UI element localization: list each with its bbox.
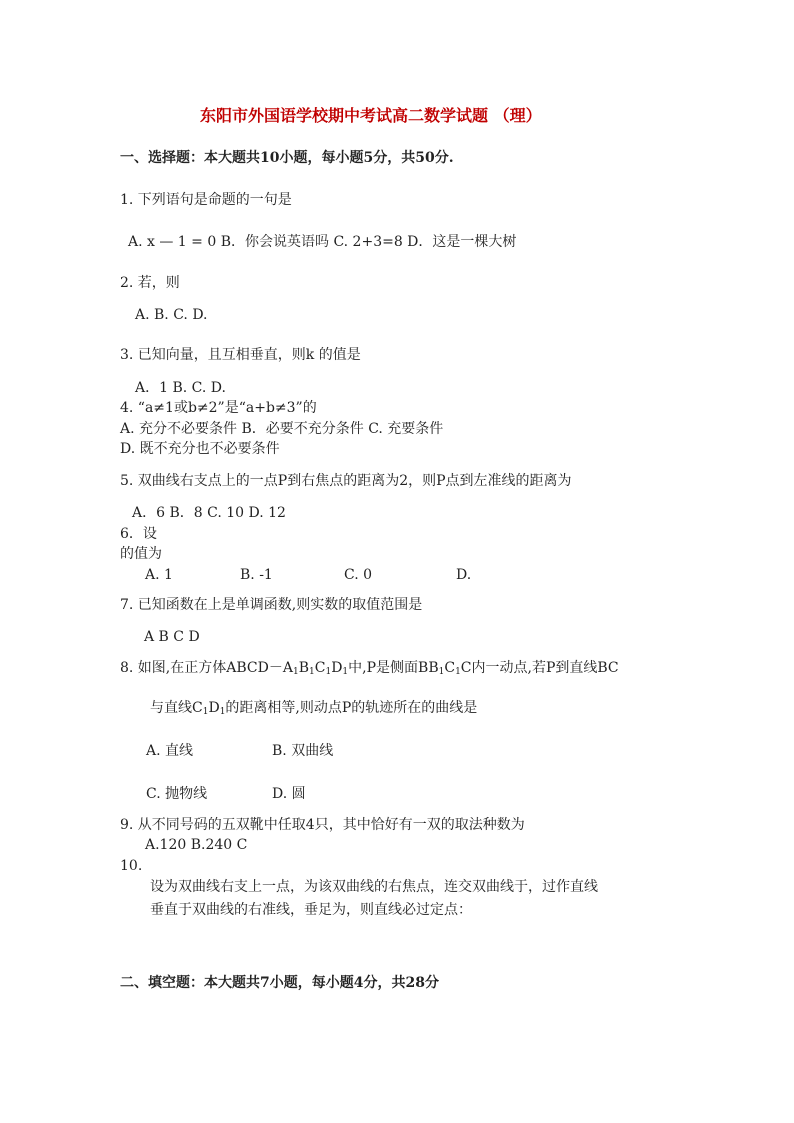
q6-stem: 6．设: [120, 526, 157, 542]
q4-options-line2: D. 既不充分也不必要条件: [120, 441, 280, 457]
q6-option-d: D.: [456, 567, 472, 583]
q8-stem-part: D: [331, 660, 343, 676]
q7-stem: 7. 已知函数在上是单调函数,则实数的取值范围是: [120, 597, 423, 613]
q8-line2-part: 的距离相等,则动点P的轨迹所在的曲线是: [225, 700, 478, 716]
subscript: 1: [342, 667, 349, 677]
q5-stem: 5. 双曲线右支点上的一点P到右焦点的距离为2，则P点到左准线的距离为: [120, 473, 572, 489]
q8-stem-part: C: [314, 660, 326, 676]
q8-option-a: A. 直线: [146, 743, 194, 759]
q4-stem: 4. “a≠1或b≠2”是“a+b≠3”的: [120, 400, 317, 416]
subscript: 1: [219, 707, 226, 717]
subscript: 1: [438, 667, 445, 677]
q6-line2: 的值为: [120, 546, 162, 562]
q8-option-c: C. 抛物线: [146, 786, 208, 802]
q8-stem-part: 中,P是侧面BB: [348, 660, 439, 676]
q1-options: A. x — 1 = 0 B．你会说英语吗 C. 2+3=8 D．这是一棵大树: [128, 234, 517, 250]
q8-stem-part: C: [444, 660, 456, 676]
q8-stem-part: C内一动点,若P到直线BC: [460, 660, 619, 676]
q8-option-b: B. 双曲线: [272, 743, 334, 759]
section-1-heading: 一、选择题：本大题共10小题，每小题5分，共50分.: [120, 150, 454, 166]
subscript: 1: [455, 667, 461, 677]
q8-line2-part: 与直线C: [150, 700, 203, 716]
subscript: 1: [202, 707, 209, 717]
q8-stem: [120, 659, 619, 677]
q3-options: A．1 B. C. D.: [135, 380, 226, 396]
q6-option-b: B. -1: [240, 567, 273, 583]
subscript: 1: [325, 667, 332, 677]
q2-options: A. B. C. D.: [135, 307, 208, 323]
q8-stem-part: B: [298, 660, 309, 676]
subscript: 1: [292, 667, 299, 677]
q8-stem-part: 8. 如图,在正方体ABCD－A: [120, 660, 293, 676]
q10-line2: 垂直于双曲线的右准线，垂足为，则直线必过定点：: [150, 902, 472, 918]
q10-number: 10.: [120, 858, 143, 874]
q4-options-line1: A. 充分不必要条件 B．必要不充分条件 C. 充要条件: [120, 421, 444, 437]
section-2-heading: 二、填空题：本大题共7小题，每小题4分，共28分: [120, 975, 439, 991]
q5-options: A．6 B．8 C. 10 D. 12: [132, 505, 286, 521]
q8-option-d: D. 圆: [272, 786, 306, 802]
q8-line2: [150, 699, 477, 717]
q8-line2-part: D: [208, 700, 220, 716]
subscript: 1: [309, 667, 315, 677]
q6-option-a: A. 1: [145, 567, 173, 583]
q10-line1: 设为双曲线右支上一点，为该双曲线的右焦点，连交双曲线于，过作直线: [150, 879, 598, 895]
q9-options: A.120 B.240 C: [145, 837, 248, 853]
q2-stem: 2. 若，则: [120, 275, 180, 291]
q3-stem: 3. 已知向量，且互相垂直，则k 的值是: [120, 347, 361, 363]
q1-stem: 1. 下列语句是命题的一句是: [120, 192, 292, 208]
q7-options: A B C D: [144, 629, 200, 645]
q9-stem: 9. 从不同号码的五双靴中任取4只，其中恰好有一双的取法种数为: [120, 817, 525, 833]
q6-option-c: C. 0: [344, 567, 373, 583]
exam-title: 东阳市外国语学校期中考试高二数学试题 （理）: [200, 106, 542, 125]
